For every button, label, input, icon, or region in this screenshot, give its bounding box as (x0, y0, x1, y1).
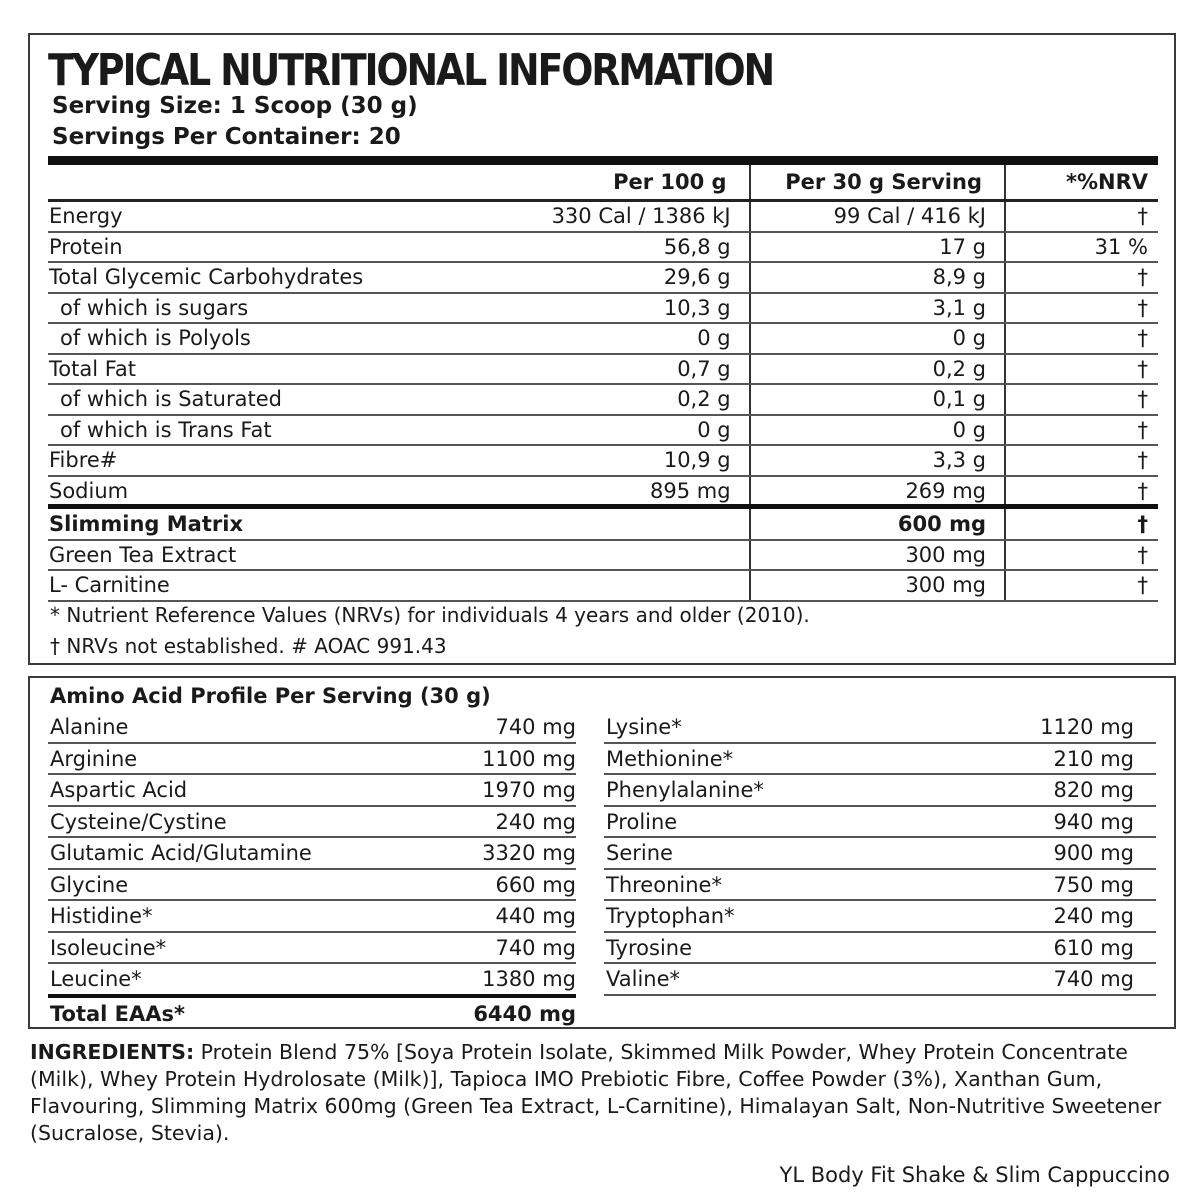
amino-panel (28, 676, 1176, 1029)
column-header-nrv: *%NRV (1005, 165, 1158, 201)
amino-title: Amino Acid Profile Per Serving (30 g) (50, 684, 491, 708)
amino-name: Tryptophan* (606, 904, 735, 928)
per-100g-value: 10,9 g (469, 445, 750, 476)
amino-name: Threonine* (606, 872, 722, 897)
nutrition-row (48, 506, 1158, 540)
serving-size: Serving Size: 1 Scoop (30 g) (52, 93, 418, 119)
amino-row (48, 838, 576, 870)
nrv-value: † (1005, 445, 1158, 476)
amino-left-column (48, 712, 576, 1028)
amino-value: 240 mg (1053, 904, 1134, 928)
amino-total-label: Total EAAs* (50, 1001, 186, 1026)
amino-value: 740 mg (495, 715, 576, 739)
amino-name: Methionine* (606, 746, 734, 771)
ingredients-text: Protein Blend 75% [Soya Protein Isolate, Skimmed Milk Powder, Whey Protein Concentrate (Milk), Whey Protein Hydrolosate (Milk)], Tapioca IMO Prebiotic Fibre, Coffee Powder (3%), Xanthan Gum, Flavouring, Slimming Matrix 600mg (Green Tea Extract, L-Carnitine), Himalayan Salt, Non-Nutritive Sweetener (Sucralose, Stevia). (30, 1040, 1162, 1145)
amino-value: 750 mg (1053, 872, 1134, 897)
amino-row (604, 870, 1156, 902)
amino-row (604, 744, 1156, 776)
amino-row (604, 712, 1156, 744)
amino-row (604, 775, 1156, 807)
amino-value: 940 mg (1053, 809, 1134, 834)
amino-value: 660 mg (495, 872, 576, 897)
nutrition-table (48, 165, 1158, 602)
per-serving-value: 0 g (750, 415, 1005, 446)
amino-row (604, 964, 1156, 996)
nrv-value: † (1005, 476, 1158, 507)
amino-value: 1100 mg (482, 746, 576, 771)
amino-value: 440 mg (495, 904, 576, 928)
nrv-value: 31 % (1005, 232, 1158, 263)
nutrition-row (48, 293, 1158, 324)
amino-row (48, 775, 576, 807)
amino-name: Glutamic Acid/Glutamine (50, 841, 312, 865)
nrv-value: † (1005, 323, 1158, 354)
per-100g-value: 0,2 g (469, 384, 750, 415)
column-header-per-100g: Per 100 g (469, 165, 750, 201)
servings-per-container: Servings Per Container: 20 (52, 124, 401, 150)
nutrient-name: Fibre# (48, 445, 469, 476)
amino-row (48, 712, 576, 744)
nutrient-name: Protein (48, 232, 469, 263)
dagger-footnote: † NRVs not established. # AOAC 991.43 (50, 634, 447, 658)
amino-row (48, 870, 576, 902)
per-100g-value (469, 506, 750, 540)
per-100g-value (469, 540, 750, 571)
nutrition-row (48, 201, 1158, 232)
amino-name: Aspartic Acid (50, 778, 188, 802)
nutrient-name: Slimming Matrix (48, 506, 469, 540)
amino-value: 740 mg (1053, 967, 1134, 991)
per-serving-value: 17 g (750, 232, 1005, 263)
nrv-value: † (1005, 415, 1158, 446)
amino-row (604, 933, 1156, 965)
amino-value: 740 mg (495, 935, 576, 960)
per-serving-value: 300 mg (750, 540, 1005, 571)
amino-name: Alanine (50, 715, 129, 739)
nrv-value: † (1005, 354, 1158, 385)
nutrition-row (48, 262, 1158, 293)
nutrition-row (48, 415, 1158, 446)
nutrition-table-header (48, 165, 1158, 201)
amino-right-column (604, 712, 1156, 996)
amino-value: 900 mg (1053, 841, 1134, 865)
nutrient-name: of which is Saturated (48, 384, 469, 415)
page-title: TYPICAL NUTRITIONAL INFORMATION (48, 45, 774, 96)
amino-row (48, 964, 576, 996)
nutrient-name: Sodium (48, 476, 469, 507)
amino-total-row (48, 994, 576, 1028)
amino-name: Phenylalanine* (606, 778, 764, 802)
nutrition-row (48, 384, 1158, 415)
amino-name: Serine (606, 841, 673, 865)
amino-value: 820 mg (1053, 778, 1134, 802)
nutrient-name: L- Carnitine (48, 570, 469, 601)
nrv-value: † (1005, 293, 1158, 324)
per-100g-value: 0 g (469, 415, 750, 446)
per-100g-value: 0 g (469, 323, 750, 354)
nutrition-row (48, 354, 1158, 385)
per-serving-value: 0,2 g (750, 354, 1005, 385)
amino-row (604, 838, 1156, 870)
amino-total-value: 6440 mg (473, 1001, 576, 1026)
nutrient-name: Total Fat (48, 354, 469, 385)
per-serving-value: 99 Cal / 416 kJ (750, 201, 1005, 232)
nrv-value: † (1005, 506, 1158, 540)
per-serving-value: 300 mg (750, 570, 1005, 601)
nrv-footnote: * Nutrient Reference Values (NRVs) for individuals 4 years and older (2010). (50, 603, 810, 627)
nutrition-row (48, 476, 1158, 507)
amino-name: Valine* (606, 967, 681, 991)
amino-row (48, 744, 576, 776)
per-serving-value: 269 mg (750, 476, 1005, 507)
amino-row (48, 933, 576, 965)
amino-name: Proline (606, 809, 678, 834)
amino-value: 210 mg (1053, 746, 1134, 771)
nutrient-name: of which is Polyols (48, 323, 469, 354)
amino-value: 1380 mg (482, 967, 576, 991)
per-serving-value: 0 g (750, 323, 1005, 354)
nutrient-name: Green Tea Extract (48, 540, 469, 571)
nutrition-panel (28, 33, 1176, 665)
ingredients (30, 1039, 1180, 1147)
nrv-value: † (1005, 570, 1158, 601)
per-100g-value: 29,6 g (469, 262, 750, 293)
amino-name: Leucine* (50, 967, 142, 991)
amino-row (48, 807, 576, 839)
amino-value: 1120 mg (1040, 715, 1134, 739)
nutrition-row (48, 540, 1158, 571)
per-100g-value: 0,7 g (469, 354, 750, 385)
nutrient-name: Energy (48, 201, 469, 232)
nutrition-row (48, 445, 1158, 476)
per-serving-value: 600 mg (750, 506, 1005, 540)
per-100g-value: 56,8 g (469, 232, 750, 263)
product-name: YL Body Fit Shake & Slim Cappuccino (779, 1163, 1170, 1187)
amino-name: Histidine* (50, 904, 153, 928)
ingredients-label: INGREDIENTS: (30, 1040, 195, 1064)
amino-row (48, 901, 576, 933)
nrv-value: † (1005, 201, 1158, 232)
per-serving-value: 3,1 g (750, 293, 1005, 324)
amino-row (604, 807, 1156, 839)
amino-value: 1970 mg (482, 778, 576, 802)
amino-name: Cysteine/Cystine (50, 809, 227, 834)
per-serving-value: 0,1 g (750, 384, 1005, 415)
nutrient-name: of which is sugars (48, 293, 469, 324)
column-header-nutrient (48, 165, 469, 201)
header-rule (48, 156, 1158, 165)
nutrition-row (48, 232, 1158, 263)
amino-name: Glycine (50, 872, 129, 897)
nrv-value: † (1005, 384, 1158, 415)
nrv-value: † (1005, 262, 1158, 293)
nutrient-name: Total Glycemic Carbohydrates (48, 262, 469, 293)
amino-name: Isoleucine* (50, 935, 167, 960)
per-serving-value: 8,9 g (750, 262, 1005, 293)
amino-value: 240 mg (495, 809, 576, 834)
nrv-value: † (1005, 540, 1158, 571)
amino-value: 3320 mg (482, 841, 576, 865)
nutrition-row (48, 570, 1158, 601)
nutrient-name: of which is Trans Fat (48, 415, 469, 446)
nutrition-row (48, 323, 1158, 354)
per-serving-value: 3,3 g (750, 445, 1005, 476)
amino-name: Arginine (50, 746, 138, 771)
per-100g-value: 330 Cal / 1386 kJ (469, 201, 750, 232)
amino-value: 610 mg (1053, 935, 1134, 960)
amino-name: Lysine* (606, 715, 682, 739)
per-100g-value: 10,3 g (469, 293, 750, 324)
matrix-rule (48, 504, 1158, 509)
column-header-per-serving: Per 30 g Serving (750, 165, 1005, 201)
amino-name: Tyrosine (606, 935, 693, 960)
per-100g-value (469, 570, 750, 601)
per-100g-value: 895 mg (469, 476, 750, 507)
amino-row (604, 901, 1156, 933)
